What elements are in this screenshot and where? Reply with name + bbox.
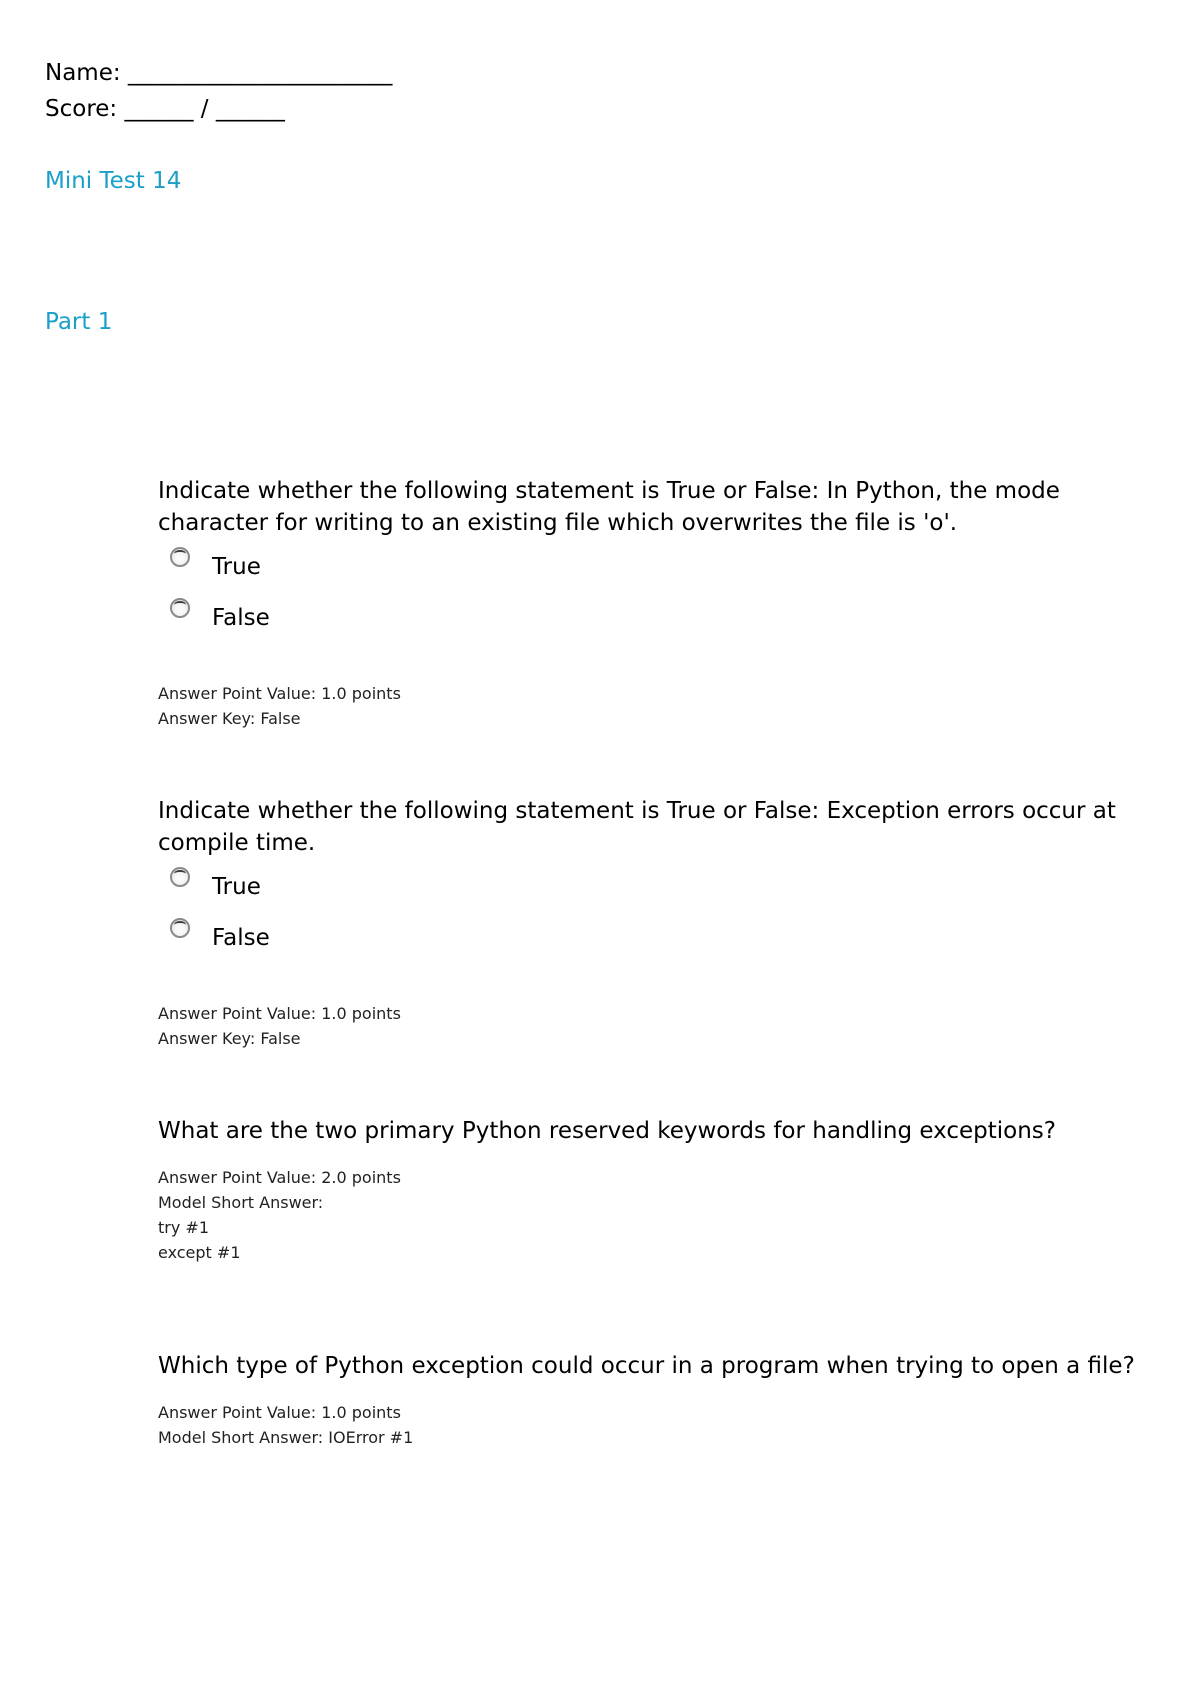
point-value: Answer Point Value: 1.0 points <box>158 684 401 703</box>
option-label: False <box>212 605 270 631</box>
answer-meta <box>158 1001 1158 1051</box>
model-answer-label: Model Short Answer: <box>158 1193 324 1212</box>
point-value: Answer Point Value: 1.0 points <box>158 1004 401 1023</box>
option-label: False <box>212 925 270 951</box>
radio-button-icon[interactable] <box>170 598 190 618</box>
answer-options <box>158 547 1158 649</box>
question-text: Which type of Python exception could occur in a program when trying to open a file? <box>158 1353 1135 1379</box>
answer-meta <box>158 681 1158 731</box>
question-2 <box>158 795 1158 1051</box>
question-3 <box>158 1115 1158 1265</box>
question-4 <box>158 1350 1158 1450</box>
question-1 <box>158 475 1158 731</box>
option-label: True <box>212 874 261 900</box>
score-field-line: Score: ______ / ______ <box>45 96 285 122</box>
radio-button-icon[interactable] <box>170 918 190 938</box>
part-title: Part 1 <box>45 309 113 335</box>
question-text: Indicate whether the following statement is True or False: In Python, the mode character for writing to an existing file which overwrites the file is 'o'. <box>158 478 1060 536</box>
answer-meta <box>158 1165 1158 1265</box>
question-text: Indicate whether the following statement is True or False: Exception errors occur at compile time. <box>158 798 1116 856</box>
point-value: Answer Point Value: 2.0 points <box>158 1168 401 1187</box>
radio-button-icon[interactable] <box>170 547 190 567</box>
option-true[interactable] <box>158 547 1158 598</box>
model-answer-item: except #1 <box>158 1243 241 1262</box>
model-answer: Model Short Answer: IOError #1 <box>158 1428 414 1447</box>
option-false[interactable] <box>158 598 1158 649</box>
option-true[interactable] <box>158 867 1158 918</box>
radio-button-icon[interactable] <box>170 867 190 887</box>
point-value: Answer Point Value: 1.0 points <box>158 1403 401 1422</box>
test-title: Mini Test 14 <box>45 168 182 194</box>
option-false[interactable] <box>158 918 1158 969</box>
answer-meta <box>158 1400 1158 1450</box>
model-answer-item: try #1 <box>158 1218 209 1237</box>
option-label: True <box>212 554 261 580</box>
name-field-line: Name: _______________________ <box>45 60 393 86</box>
answer-key: Answer Key: False <box>158 709 301 728</box>
question-text: What are the two primary Python reserved keywords for handling exceptions? <box>158 1118 1056 1144</box>
answer-key: Answer Key: False <box>158 1029 301 1048</box>
answer-options <box>158 867 1158 969</box>
